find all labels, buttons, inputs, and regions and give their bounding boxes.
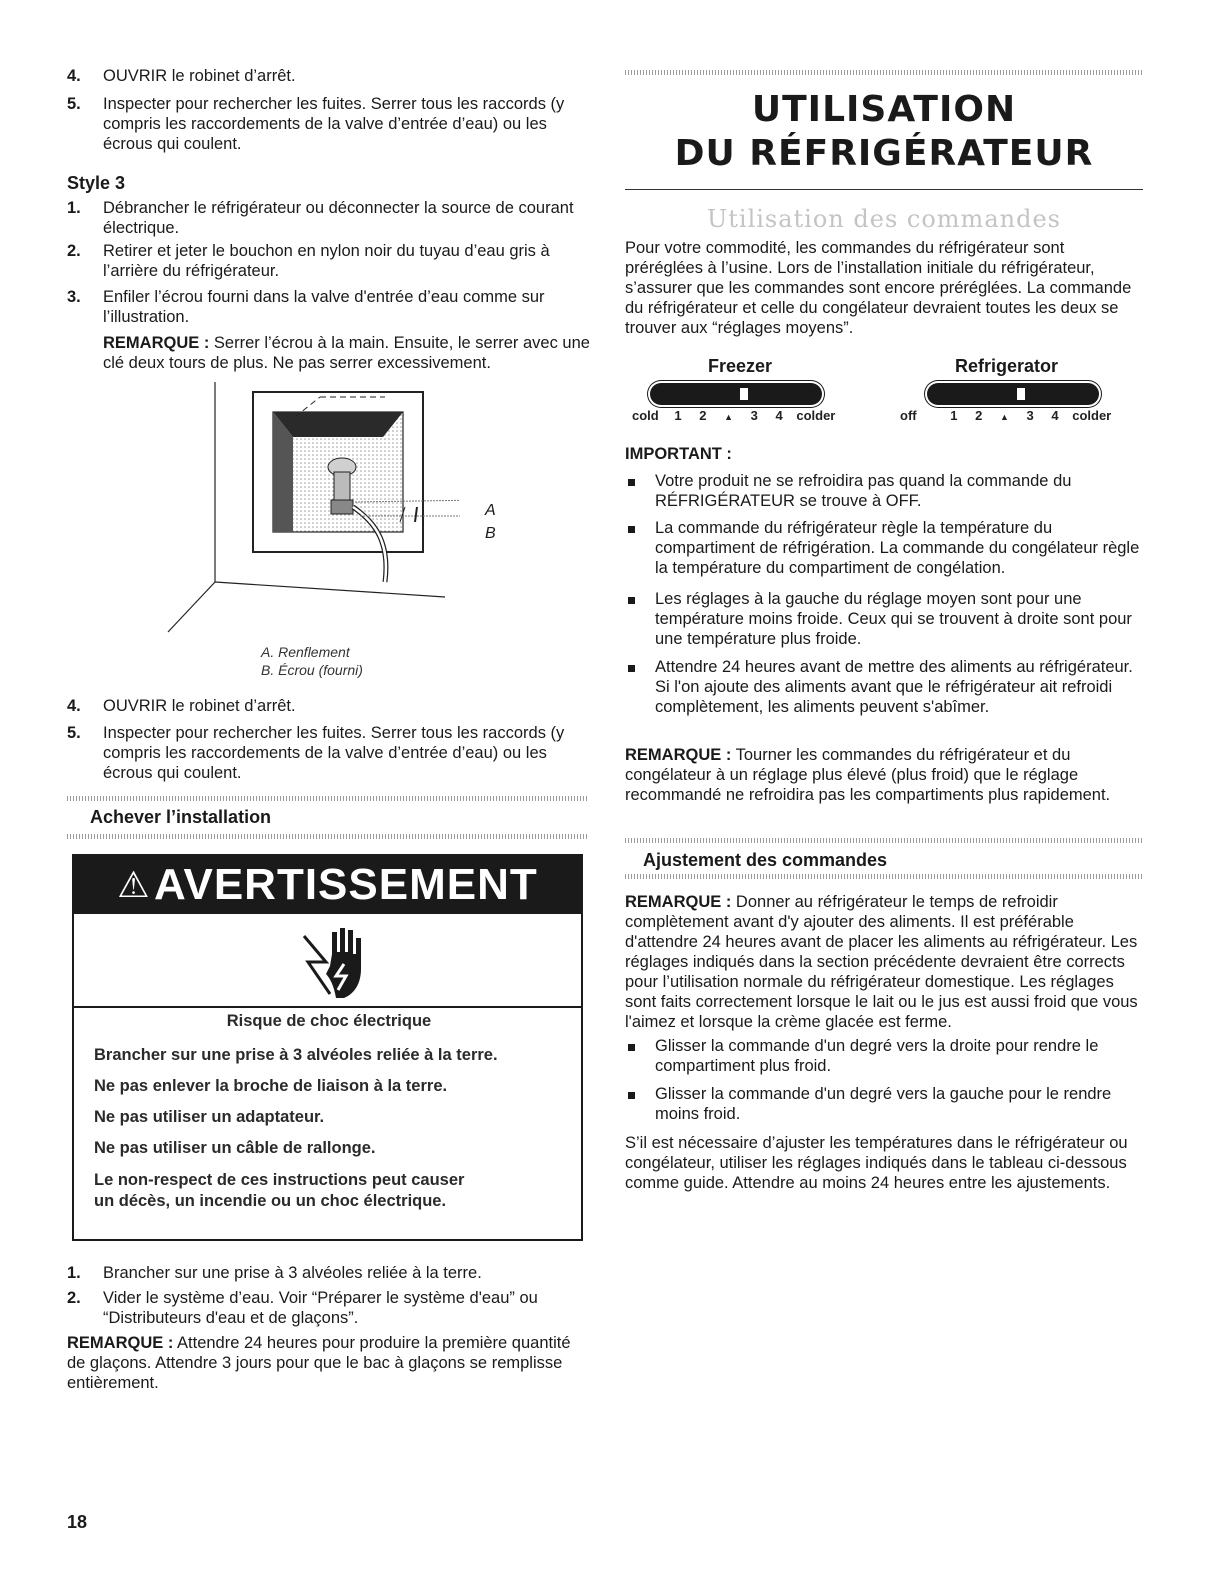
freezer-dial-label: Freezer [708, 356, 773, 376]
warning-line: Ne pas utiliser un adaptateur. [94, 1108, 325, 1126]
scale-mark: 4 [775, 408, 783, 423]
style3-heading: Style 3 [67, 173, 126, 193]
step-text: Inspecter pour rechercher les fuites. Serrer tous les raccords (y compris les raccordements de la valve d’entrée d’eau) ou les écrous qui coulent. [103, 95, 565, 153]
scale-mark: off [900, 408, 917, 423]
step-number: 2. [67, 1289, 81, 1307]
warning-line: Ne pas enlever la broche de liaison à la terre. [94, 1077, 448, 1095]
after-step-5 [67, 723, 587, 783]
important-bullet: Les réglages à la gauche du réglage moyen sont pour une température moins froide. Ceux qui se trouvent à droite sont pour une température plus froide. [655, 590, 1132, 648]
final-step-2 [67, 1288, 587, 1328]
note-text: Donner au réfrigérateur le temps de refroidir complètement avant d'y ajouter des aliments. Il est préférable d'attendre 24 heures avant de placer les aliments au réfrigérateur. Les réglages indiqués dans la section précédente devraient être corrects pour l’utilisation normale du réfrigérateur domestique. Les réglages sont faits correctement lorsque le lait ou le jus est aussi froid que vous l'aimez et lorsque la crème glacée est ferme. [625, 893, 1138, 1031]
step-text: Vider le système d’eau. Voir “Préparer le système d'eau” ou “Distributeurs d'eau et de glaçons”. [103, 1289, 538, 1327]
final-step-1 [67, 1263, 587, 1283]
fridge-dial-label: Refrigerator [955, 356, 1059, 376]
warning-triangle-icon: ⚠ [117, 864, 150, 905]
note-label: REMARQUE : [625, 746, 732, 764]
warning-line: Le non-respect de ces instructions peut causer [94, 1171, 465, 1189]
note-text: Attendre 24 heures pour produire la première quantité de glaçons. Attendre 3 jours pour que le bac à glaçons se remplisse entièrement. [67, 1334, 571, 1392]
chapter-rule-bottom [625, 189, 1143, 190]
step-number: 1. [67, 1264, 81, 1282]
scale-mark: colder [796, 408, 836, 423]
note-label: REMARQUE : [625, 893, 732, 911]
closing-paragraph: S’il est nécessaire d’ajuster les températures dans le réfrigérateur ou congélateur, utiliser les réglages indiqués dans le tableau ci-dessous comme guide. Attendre au moins 24 heures entre les ajustements. [625, 1134, 1128, 1192]
section-rule-top [67, 796, 587, 801]
note-text: Tourner les commandes du réfrigérateur et du congélateur à un réglage plus élevé (plus froid) que le réglage recommandé ne refroidira pas les compartiments plus rapidement. [625, 746, 1111, 804]
freezer-slider-track [650, 383, 822, 405]
figure-caption-a: A. Renflement [261, 644, 350, 660]
step-text: OUVRIR le robinet d’arrêt. [103, 697, 296, 715]
section-rule-bottom [625, 874, 1143, 879]
fridge-scale [900, 408, 1111, 423]
bullet-marker [628, 665, 635, 672]
important-bullet: Attendre 24 heures avant de mettre des aliments au réfrigérateur. Si l'on ajoute des aliments avant que le réfrigérateur ait refroidi complètement, les aliments peuvent s'abîmer. [655, 658, 1133, 716]
step-text: Brancher sur une prise à 3 alvéoles reliée à la terre. [103, 1264, 482, 1282]
step-text: Enfiler l’écrou fourni dans la valve d'entrée d’eau comme sur l’illustration. [103, 288, 545, 326]
important-label: IMPORTANT : [625, 445, 732, 463]
adjust-bullet: Glisser la commande d'un degré vers la gauche pour le rendre moins froid. [655, 1085, 1112, 1123]
section-rule-top [625, 838, 1143, 843]
final-note [67, 1333, 587, 1393]
scale-mark: ▲ [724, 412, 733, 422]
warning-title: AVERTISSEMENT [153, 860, 538, 909]
style3-step-2 [67, 241, 587, 281]
top-step-5 [67, 94, 587, 154]
figure-caption-b: B. Écrou (fourni) [261, 662, 363, 678]
step-number: 5. [67, 724, 81, 742]
step-text: OUVRIR le robinet d’arrêt. [103, 67, 296, 85]
chapter-title-line2: DU RÉFRIGÉRATEUR [674, 133, 1094, 174]
section-title-ajustement: Ajustement des commandes [643, 850, 888, 870]
bullet-marker [628, 526, 635, 533]
scale-mark: 2 [699, 408, 707, 423]
scale-mark: 2 [975, 408, 983, 423]
fridge-slider-track [927, 383, 1099, 405]
chapter-rule-top [625, 70, 1143, 75]
scale-mark: ▲ [999, 412, 1009, 422]
callout-a: A [485, 502, 496, 519]
scale-mark: 1 [950, 408, 958, 423]
step-number: 2. [67, 242, 81, 260]
scale-mark: 1 [674, 408, 682, 423]
remarque-note-2 [625, 892, 1147, 1032]
chapter-title-line1: UTILISATION [751, 89, 1017, 130]
freezer-slider-knob[interactable] [740, 388, 748, 400]
scale-mark: 3 [750, 408, 758, 423]
bullet-marker [628, 479, 635, 486]
warning-hazard: Risque de choc électrique [226, 1012, 432, 1030]
subtitle-commandes: Utilisation des commandes [707, 205, 1061, 233]
step-text: Retirer et jeter le bouchon en nylon noir du tuyau d’eau gris à l’arrière du réfrigérateur. [103, 242, 550, 280]
note-label: REMARQUE : [67, 1334, 174, 1352]
fridge-slider-knob[interactable] [1017, 388, 1025, 400]
warning-line: Brancher sur une prise à 3 alvéoles reliée à la terre. [94, 1046, 498, 1064]
page-number: 18 [67, 1512, 88, 1532]
important-bullet: La commande du réfrigérateur règle la température du compartiment de réfrigération. La commande du congélateur règle la température du compartiment de congélation. [655, 519, 1140, 577]
step-number: 4. [67, 697, 81, 715]
remarque-note-1 [625, 745, 1145, 805]
callout-b: B [485, 525, 496, 542]
step-number: 4. [67, 67, 81, 85]
freezer-slider[interactable] [650, 383, 822, 405]
after-step-4 [67, 696, 587, 716]
note-label: REMARQUE : [103, 334, 210, 352]
note-text: Serrer l’écrou à la main. Ensuite, le serrer avec une clé deux tours de plus. Ne pas serrer excessivement. [103, 334, 590, 372]
bullet-marker [628, 1092, 635, 1099]
bullet-marker [628, 1044, 635, 1051]
scale-mark: cold [632, 408, 659, 423]
scale-mark: colder [1072, 408, 1112, 423]
style3-step-3 [67, 287, 587, 327]
warning-line: Ne pas utiliser un câble de rallonge. [94, 1139, 376, 1157]
step-number: 1. [67, 199, 81, 217]
scale-mark: 3 [1026, 408, 1034, 423]
step-number: 3. [67, 288, 81, 306]
step-text: Débrancher le réfrigérateur ou déconnecter la source de courant électrique. [103, 199, 574, 237]
section-title-achever: Achever l’installation [90, 807, 272, 827]
scale-mark: 4 [1051, 408, 1059, 423]
intro-paragraph: Pour votre commodité, les commandes du réfrigérateur sont préréglées à l’usine. Lors de l’installation initiale du réfrigérateur, s’assurer que les commandes sont encore préréglées. La commande du réfrigérateur et celle du congélateur devraient toutes les deux se trouver aux “réglages moyens”. [625, 239, 1132, 337]
important-bullet: Votre produit ne se refroidira pas quand la commande du RÉFRIGÉRATEUR se trouve à OFF. [655, 472, 1072, 510]
warning-line: un décès, un incendie ou un choc électrique. [94, 1192, 447, 1210]
warning-box [72, 854, 583, 1241]
warning-body [94, 856, 564, 1239]
step-number: 5. [67, 95, 81, 113]
valve-illustration [160, 382, 460, 642]
top-step-4 [67, 66, 587, 86]
adjust-bullet: Glisser la commande d'un degré vers la droite pour rendre le compartiment plus froid. [655, 1037, 1099, 1075]
freezer-scale [632, 408, 835, 423]
section-rule-bottom [67, 834, 587, 839]
style3-step-1 [67, 198, 587, 238]
fridge-slider[interactable] [927, 383, 1099, 405]
bullet-marker [628, 597, 635, 604]
step-text: Inspecter pour rechercher les fuites. Serrer tous les raccords (y compris les raccordements de la valve d’entrée d’eau) ou les écrous qui coulent. [103, 724, 565, 782]
chapter-title [625, 88, 1143, 176]
style3-note [103, 333, 593, 373]
